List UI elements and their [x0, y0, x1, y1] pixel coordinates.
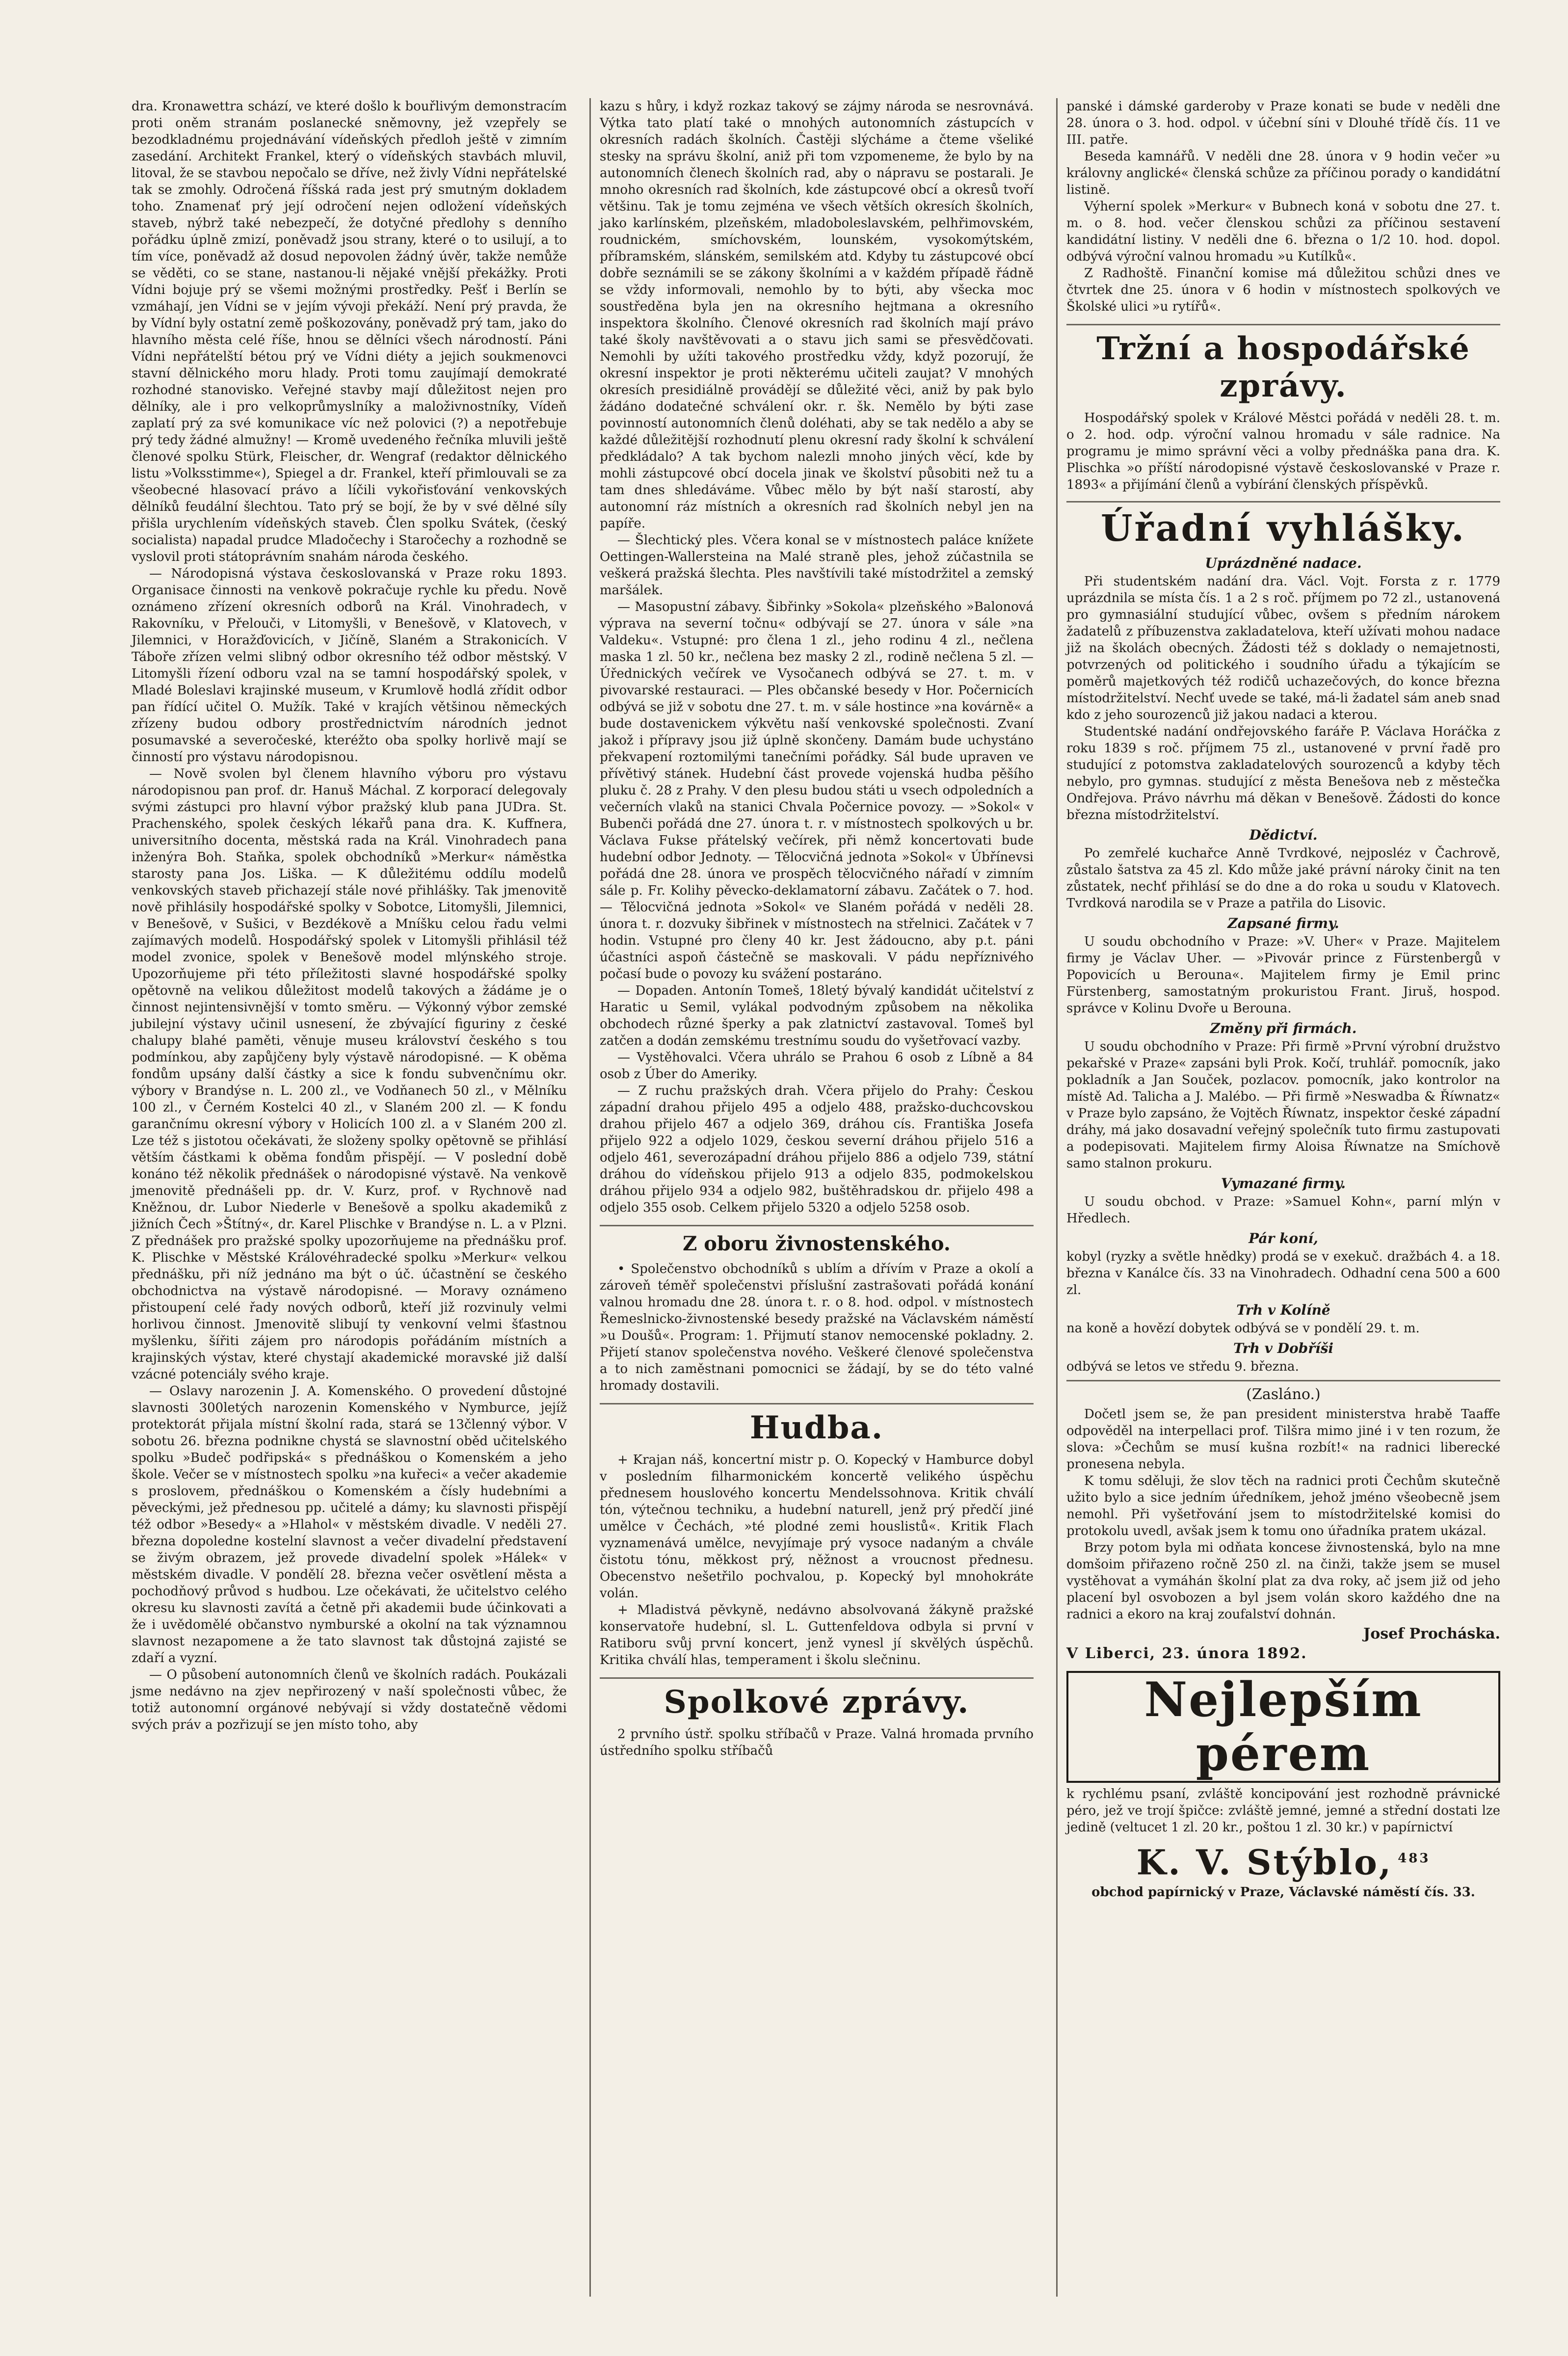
article-paragraph: — Vystěhovalci. Včera uhrálo se Prahou 6 osob z Líbně a 84 osob z Úber do Ameriky.	[600, 1050, 1034, 1082]
section-heading-zivnost: Z oboru živnostenského.	[600, 1225, 1034, 1257]
columns	[123, 98, 1509, 2297]
article-paragraph: kazu s hůry, i když rozkaz takový se zájmy národa se nesrovnává. Výtka tato platí také o mnohých autonomních zástupcích v okresních radách školních. Častěji slýcháme a čteme všeliké stesky na správu školní, aniž při tom vzpomeneme, že bylo by na autonomních členech školních rad, aby o nápravu se postarali. Je mnoho okresních rad školních, kde zástupcové obcí a okresů tvoří většinu. Tak je tomu zejména ve všech větších okresích školních, jako karlínském, plzeňském, mladoboleslavském, pelhřimovském, roudnickém, smíchovském, lounském, vysokomýtském, příbramském, slánském, semilském atd. Kdyby tu zástupcové obcí dobře seznámili se se zákony školními a v každém případě řádně se vždy informovali, nemohlo by to býti, aby všecka moc soustředěna byla jen na okresního hejtmana a okresního inspektora školního. Členové okresních rad školních mají právo také školy navštěvovati a o stavu jich sami se přesvědčovati. Nemohli by užíti takového prostředku vždy, když pozorují, že okresní inspektor je proti některému učiteli zaujat? V mnohých okresích presidiálně provádějí se důležité věci, aniž by pak bylo žádáno dodatečné schválení okr. r. šk. Nemělo by býti zase povinností autonomních členů doléhati, aby se tak nedělo a aby se každé důležitější rozhodnutí plenu okresní rady školní k schválení předkládalo? A tak bychom nalezli mnoho jiných věcí, kde by mohli zástupcové obcí docela jinak ve školství působiti než tu a tam dnes shledáváme. Vůbec mělo by být naší starostí, aby autonomní ráz místních a okresních rad školních nebyl jen na papíře.	[600, 99, 1034, 531]
dateline: V Liberci, 23. února 1892.	[1066, 1645, 1307, 1662]
advertisement-title: Nejlepším pérem	[1066, 1671, 1500, 1783]
article-paragraph: — Šlechtický ples. Včera konal se v místnostech paláce knížete Oettingen-Wallersteina na Malé straně ples, jehož zúčastnila se veškerá pražská šlechta. Ples navštívili také místodržitel a zemský maršálek.	[600, 533, 1034, 598]
subheading: Uprázdněné nadace.	[1205, 555, 1362, 571]
column-3	[1056, 98, 1509, 2297]
article-paragraph: — Oslavy narozenin J. A. Komenského. O provedení důstojné slavnosti 300letých narozenin Komenského v Nymburce, jejíž protektorát přijala místní školní rada, stará se 13členný výbor. V sobotu 26. března podnikne chystá se slavnostní oběd učitelského spolku »Budeč podřipská« s přednáškou o Komenském a jeho škole. Večer se v místnostech spolku »na kuřeci« a večer akademie s proslovem, přednáškou o Komenském a čísly hudebními a pěveckými, jež přednesou pp. učitelé a dámy; ku slavnosti přispějí též odbor »Besedy« a »Hlahol« v městském divadle. V neděli 27. března dopoledne kostelní slavnost a večer divadelní představení se živým obrazem, jež provede divadelní spolek »Hálek« v městském divadle. V pondělí 28. března večer osvětlení města a pochodňový průvod s hudbou. Lze očekávati, že učitelstvo celého okresu ku slavnosti zavítá a četně při akademii bude účinkovati a že i uvědomělé občanstvo nymburské a okolní na tak významnou slavnost nezapomene a že tato slavnost tak důstojná zajisté se zdaří a vyzní.	[132, 1384, 567, 1666]
ad-number: 483	[1398, 1851, 1431, 1866]
article-paragraph: U soudu obchodního v Praze: »V. Uher« v Praze. Majitelem firmy je Václav Uher. — »Pivovár prince z Fürstenbergů v Popovicích u Berouna«. Majitelem firmy je Emil princ Fürstenberg, samostatným prokuristou Frant. Jiruš, hospod. správce v Kolinu Dvoře u Berouna.	[1066, 934, 1500, 1016]
subheading: Trh v Dobříši	[1233, 1340, 1333, 1356]
article-paragraph: — O působení autonomních členů ve školních radách. Poukázali jsme nedávno na zjev nepřirozený v naší společnosti vůbec, že totiž autonomní orgánové nebývají si vždy dostatečně vědomi svých práv a pozřizují se jen místo toho, aby	[132, 1668, 567, 1732]
article-paragraph: Studentské nadání ondřejovského faráře P. Václava Horáčka z roku 1839 s roč. příjmem 75 zl., ustanovené v první řadě pro studující z potomstva zakladatelových sourozenců a kdyby těch nebylo, pro gymnas. studující z města Benešova neb z městečka Ondřejova. Právo návrhu má děkan v Benešově. Žádosti do konce března místodržitelství.	[1066, 724, 1500, 822]
advertiser-name: K. V. Stýblo,	[1136, 1842, 1393, 1883]
article-paragraph: odbývá se letos ve středu 9. března.	[1066, 1359, 1299, 1374]
advertisement-name	[1066, 1839, 1500, 1882]
article-paragraph: Výherní spolek »Merkur« v Bubnech koná v sobotu dne 27. t. m. o 8. hod. večer členskou schůzi za příčinou sestavení kandidátní listiny. V neděli dne 6. března o 1/2 10. hod. dopol. odbývá výroční valnou hromadu »u Kutílků«.	[1066, 199, 1500, 264]
subheading: Zapsané firmy.	[1227, 915, 1339, 931]
article-paragraph: Brzy potom byla mi odňata koncese živnostenská, bylo na mne domšoim přiřazeno ročně 250 zl. na činži, takže jsem se musel vystěhovat a vymáhán školní plat za dva roky, ač jsem již od jeho placení byl osvobozen a byl jsem volán skoro každého dne na radnici a ekoro na kraj zoufalství dohnán.	[1066, 1540, 1500, 1622]
section-heading-urad: Úřadní vyhlášky.	[1066, 501, 1500, 550]
article-paragraph: — Masopustní zábavy. Šibřinky »Sokola« plzeňského »Balonová výprava na severní točnu« odbývají se 27. února v sále »na Valdeku«. Vstupné: pro člena 1 zl., jeho rodinu 4 zl., nečlena maska 1 zl. 50 kr., nečlena bez masky 2 zl., rodině nečlena 5 zl. — Úřednických večírek ve Vysočanech odbývá se 27. t. m. v pivovarské restauraci. — Ples občanské besedy v Hor. Počernicích odbývá se již v sobotu dne 27. t. m. v sále hostince »na kovárně« a bude dostavenickem výkvětu naší venkovské společnosti. Zvaní jakož i přípravy jsou již úplně skončeny. Damám bude uchystáno překvapení roztomilými tanečními pořádky. Sál bude upraven ve přívětivý stánek. Hudební část provede vojenská hudba pěšího pluku č. 28 z Prahy. V den plesu budou státi u vsech odpoledních a večerních vlaků na stanici Chvala Počernice povozy. — »Sokol« v Bubenči pořádá dne 27. února t. r. v místnostech spolkových u br. Václava Fukse přátelský večírek, při němž koncertovati bude hudební odbor Jednoty. — Tělocvičná jednota »Sokol« v Úbřínevsi pořádá dne 28. února ve prospěch tělocvičného nářadí v zimním sále p. Fr. Kolihy pěvecko-deklamatorní zábavu. Začátek o 7. hod. — Tělocvičná jednota »Sokol« ve Slaném pořádá v neděli 28. února t. r. dozvuky šibřinek v místnostech na střelnici. Začátek v 7 hodin. Vstupné pro členy 40 kr. Jest žádoucno, aby p.t. páni účastníci aspoň částečně se maskovali. V pádu nepříznivého počasí bude o povozy ku svážení postaráno.	[600, 600, 1034, 981]
advertisement-address: obchod papírnický v Praze, Václavské náměstí čís. 33.	[1091, 1885, 1475, 1900]
section-heading-hudba: Hudba.	[600, 1403, 1034, 1447]
article-paragraph: K tomu sděluji, že slov těch na radnici proti Čechům skutečně užito bylo a sice jedním úředníkem, jehož jméno všeobecně jsem nemohl. Při vyšetřování jsem to místodržitelské komisi do protokolu uvedl, avšak jsem k tomu ono úřadníka pratem ukázal.	[1066, 1474, 1500, 1538]
article-paragraph: kobyl (ryzky a světle hnědky) prodá se v exekuč. dražbách 4. a 18. března v Kanálce čís. 33 na Vinohradech. Odhadní cena 500 a 600 zl.	[1066, 1249, 1500, 1297]
article-paragraph: Při studentském nadání dra. Václ. Vojt. Forsta z r. 1779 uprázdnila se místa čís. 1 a 2 s roč. příjmem po 72 zl., ustanovená pro gymnasiální studující vůbec, ovšem s předním nárokem žadatelů z příbuzenstva zakladatelova, kteří užívati mohou nadace již na školách obecných. Žádosti též s doklady o nemajetnosti, potvrzených od politického i soudního úřadu a týkajícím se poměrů majetkových též rodičů uchazečových, do konce března místodržitelství. Nechť uvede se také, má-li žadatel sám aneb snad kdo z jeho sourozenců již jakou nadaci a kterou.	[1066, 574, 1500, 722]
subheading: Změny při firmách.	[1210, 1020, 1357, 1036]
article-paragraph: + Mladistvá pěvkyně, nedávno absolvovaná žákyně pražské konservatoře hudební, sl. L. Guttenfeldova odbyla si první v Ratiboru svůj první koncert, jenž vynesl jí skvělých úspěchů. Kritika chválí hlas, temperament i školu slečninu.	[600, 1603, 1034, 1668]
article-paragraph: dra. Kronawettra schází, ve které došlo k bouřlivým demonstracím proti oněm stranám poslanecké sněmovny, jež vzepřely se bezodkladnému projednávání vídeňských předloh ještě v zimním zasedání. Architekt Frankel, který o vídeňských stavbách mluvil, litoval, že se stavbou nepočalo se dříve, než živly Vídni nepřátelské tak se zmohly. Odročená říšská rada jest prý smutným dokladem toho. Znamenať prý její odročení nejen odložení vídeňských staveb, nýbrž také nebezpečí, že dotyčné předlohy s denního pořádku úplně zmizí, poněvadž jsou strany, které o to usilují, a to tím více, poněvadž až dosud nepovolen žádný úvěr, takže nemůže se věděti, co se stane, nastanou-li nějaké vnější překážky. Proti Vídni bojuje prý se všemi možnými prostředky. Pešť i Berlín se vzmáhají, jen Vídni se v jejím vývoji překáží. Není prý pravda, že by Vídní byly ostatní země poškozovány, poněvadž prý tam, jako do hlavního města celé říše, hnou se dělníci všech národností. Páni Vídni nepřátelští bétou prý ve Vídni diéty a jejich soukmenovci stavní dělnického moru hlady. Proti tomu zaujímají demokraté rozhodné stanovisko. Veřejné stavby mají důležitost nejen pro dělníky, ale i pro velkoprůmyslníky a maloživnostníky, Vídeň zaplatí prý za své komunikace víc než polovici (?) a nepotřebuje prý tedy žádné almužny! — Kromě uvedeného řečníka mluvili ještě členové spolku Stürk, Fleischer, dr. Wengraf (redaktor dělnického listu »Volksstimme«), Spiegel a dr. Frankel, kteří přimlouvali se za všeobecné hlasovací právo a líčili vykořisťování venkovských dělníků feudální šlechtou. Tato prý se bojí, že by v své dělné síly přišla urychlením vídeňských staveb. Člen spolku Svátek, (český socialista) napadal prudce Mladočechy i Staročechy a rozhodně se vyslovil proti státoprávním snahám národa českého.	[132, 99, 567, 564]
subheading: Trh v Kolíně	[1236, 1302, 1330, 1318]
article-paragraph: Beseda kamnářů. V neděli dne 28. února v 9 hodin večer »u královny anglické« členská schůze za příčinou porady o kandidátní listině.	[1066, 149, 1500, 197]
article-paragraph: — Nově svolen byl členem hlavního výboru pro výstavu národopisnou pan prof. dr. Hanuš Máchal. Z korporací delegovaly svými zástupci pro hlavní výbor pražský klub pana JUDra. St. Prachenského, spolek českých lékařů pana dra. K. Kuffnera, universitního docenta, městská rada na Král. Vinohradech pana inženýra Boh. Staňka, spolek obchodníků »Merkur« náměstka starosty pana Jos. Liška. — K důležitému oddílu modelů venkovských staveb přichazejí stále nové přihlášky. Tak jmenovitě nově přihlásily hospodářské spolky v Sobotce, Litomyšli, Jilemnici, v Benešově, v Sušici, v Bezdékově a Mníšku celou řadu velmi zajímavých modelů. Hospodářský spolek v Litomyšli přihlásil též model zvonice, spolek v Benešově model mlýnského stroje. Upozorňujeme při této příležitosti slavné hospodářské spolky opětovně na velikou důležitost modelů takových a žádáme je o činnost nejintensivnější v tomto směru. — Výkonný výbor zemské jubilejní výstavy učinil usnesení, že zbývající figuriny z české chalupy blahé paměti, věnuje museu království českého s tou podmínkou, aby zapůjčeny byly výstavě národopisné. — K oběma fondům upsány další částky a sice k fondu subvenčnímu okr. výbory v Brandýse n. L. 200 zl., ve Vodňanech 50 zl., v Mělníku 100 zl., v Černém Kostelci 40 zl., v Slaném 200 zl. — K fondu garančnímu okresní výbory v Holicích 100 zl. a v Slaném 200 zl. Lze též s jistotou očekávati, že složeny spolky opětovně se přihlásí větším částkami k oběma fondům přispějí. — V poslední době konáno též několik přednášek o národopisné výstavě. Na venkově jmenovitě přednášeli pp. dr. V. Kurz, prof. v Rychnově nad Kněžnou, dr. Lubor Niederle v Benešově a spolku akademiků z jižních Čech »Štítný«, dr. Karel Plischke v Brandýse n. L. a v Plzni. Z přednášek pro pražské spolky upozorňujeme na přednášku prof. K. Plischke v Městské Královéhradecké spolku »Merkur« velkou přednášku, při níž jednáno ma být o úč. účastnění se českého obchodnictva na výstavě národopisné. — Moravy oznámeno přistoupení celé řady nových odborů, kteří již rozvinuly velmi horlivou činnost. Jmenovitě slibují ty venkovní velmi šťastnou myšlenku, šířiti zájem pro národopis pořádáním místních a krajinských výstav, které chystají akademické moravské již další vzácné potenciály svého kraje.	[132, 767, 567, 1382]
article-paragraph: panské i dámské garderoby v Praze konati se bude v neděli dne 28. února o 3. hod. odpol. v účební síni v Dlouhé třídě čís. 11 ve III. patře.	[1066, 99, 1500, 147]
signature: Josef Procháska.	[1363, 1625, 1500, 1642]
subheading: Pár koní,	[1249, 1230, 1318, 1246]
article-paragraph: U soudu obchod. v Praze: »Samuel Kohn«, parní mlýn v Hředlech.	[1066, 1194, 1500, 1226]
article-paragraph: — Z ruchu pražských drah. Včera přijelo do Prahy: Českou západní drahou přijelo 495 a odjelo 488, pražsko-duchcovskou drahou přijelo 467 a odjelo 369, dráhou cís. Františka Josefa přijelo 922 a odjelo 1029, českou severní dráhou přijelo 516 a odjelo 461, severozápadní dráhou přijelo 886 a odjelo 739, státní dráhou do vídeňskou přijelo 913 a odjelo 835, podmokelskou dráhou přijelo 934 a odjelo 982, buštěhradskou dr. přijelo 498 a odjelo 355 osob. Celkem přijelo 5320 a odjelo 5258 osob.	[600, 1084, 1034, 1215]
divider	[1066, 1380, 1500, 1381]
article-paragraph: 2 prvního ústř. spolku stříbačů v Praze. Valná hromada prvního ústředního spolku stříbačů	[600, 1727, 1034, 1758]
section-heading-trzni: Tržní a hospodářské zprávy.	[1066, 324, 1500, 405]
article-paragraph: + Krajan náš, koncertní mistr p. O. Kopecký v Hamburce dobyl v posledním filharmonickém koncertě velikého úspěchu přednesem houslového koncertu Mendelssohnova. Kritik chválí tón, výtečnou techniku, a hudební naturell, jenž prý předčí jiné umělce v Čechách, »té plodné zemi houslistů«. Kritik Flach vyznamenává umělce, nevyjímaje prý vysoce nadaným a chvále čistotu tónu, měkkost prý, něžnost a vroucnost přednesu. Obecenstvo nešetřilo pochvalou, p. Kopecký byl mnohokráte volán.	[600, 1453, 1034, 1601]
advertisement-text: k rychlému psaní, zvláště koncipování jest rozhodně právnické péro, jež ve trojí špičce: zvláště jemné, jemné a střední dostati lze jedině (veltucet 1 zl. 20 kr., poštou 1 zl. 30 kr.) v papírnictví	[1066, 1787, 1500, 1835]
column-2	[589, 98, 1042, 2297]
article-paragraph: — Dopaden. Antonín Tomeš, 18letý bývalý kandidát učitelství z Haratic u Semil, vylákal podvodným způsobem na několika obchodech různé šperky a pak zlatnictví zastavoval. Tomeš byl zatčen a dodán zemskému trestnímu soudu do vyšetřovací vazby.	[600, 983, 1034, 1048]
article-paragraph: Z Radhoště. Finanční komise má důležitou schůzi dnes ve čtvrtek dne 25. února v 6 hodin v místnostech spolkových ve Školské ulici »u rytířů«.	[1066, 266, 1500, 314]
subheading: Vymazané firmy.	[1221, 1175, 1346, 1191]
column-1	[123, 98, 576, 2297]
article-paragraph: Hospodářský spolek v Králové Městci pořádá v neděli 28. t. m. o 2. hod. odp. výroční valnou hromadu v sále radnice. Na programu je mimo správní věci a volby přednáška pana dra. K. Plischka »o příští národopisné výstavě českoslovanské v Praze r. 1893« a přijímání členů a vybírání členských příspěvků.	[1066, 411, 1500, 492]
article-paragraph: Po zemřelé kuchařce Anně Tvrdkové, nejposléz v Čachrově, zůstalo šatstva za 45 zl. Kdo může jaké právní nároky činit na ten zůstatek, nechť přihlásí se do dne a do roka u soudu v Klatovech. Tvrdková narodila se v Praze a patřila do Lisovic.	[1066, 846, 1500, 911]
article-paragraph: U soudu obchodního v Praze: Při firmě »První výrobní družstvo pekařské v Praze« zapsáni byli Prok. Kočí, truhlář. pomocník, jako pokladník a Jan Souček, pozlacov. pomocník, jako kontrolor na místě Ad. Talicha a J. Malébo. — Při firmě »Neswadba & Říwnatz« v Praze bylo zapsáno, že Vojtěch Říwnatz, inspektor české západní dráhy, má jako dosavadní veřejný společník tuto firmu zastupovati a podepisovati. Majitelem firmy Aloisa Říwnatze na Smíchově samo stalnon prokuru.	[1066, 1039, 1500, 1171]
article-paragraph: na koně a hovězí dobytek odbývá se v pondělí 29. t. m.	[1066, 1321, 1420, 1336]
article-paragraph: • Společenstvo obchodníků s ublím a dřívím v Praze a okolí a zároveň téměř společenstvi příslušní zastrašovati pořádá konání valnou hromadu dne 28. února t. r. o 8. hod. odpol. v místnostech Řemeslnicko-živnostenské besedy pražské na Václavském náměstí »u Doušů«. Program: 1. Přijmutí stanov nemocenské pokladny. 2. Přijetí stanov společenstva nového. Veškeré členové společenstva a to nich zaměstnani pomocnici se žádají, by se do této valné hromady dostavili.	[600, 1262, 1034, 1393]
zaslano-heading: (Zasláno.)	[1246, 1386, 1321, 1403]
section-heading-spolkove: Spolkové zprávy.	[600, 1677, 1034, 1721]
subheading: Dědictví.	[1249, 827, 1318, 843]
article-paragraph: Dočetl jsem se, že pan president ministerstva hrabě Taaffe odpověděl na interpellaci prof. Tilšra mimo jiné i v ten rozum, že slova: »Čechům se musí kušna rozbít!« na radnici liberecké pronesena nebyla.	[1066, 1407, 1500, 1472]
article-paragraph: — Národopisná výstava českoslovanská v Praze roku 1893. Organisace činnosti na venkově pokračuje rychle ku předu. Nově oznámeno zřízení okresních odborů na Král. Vinohradech, v Rakovníku, v Přelouči, v Litomyšli, v Benešově, v Klatovech, v Jilemnici, v Horažďovicích, v Jičíně, Slaném a Strakonicích. V Táboře zřízen velmi slibný odbor okresního též odbor městský. V Litomyšli řízení odboru vzal na se tamní hospodářský spolek, v Mladé Boleslavi krajinské museum, v Krumlově hodlá zřídit odbor pan řídící učitel O. Mužík. Také v krajích většinou německých zřízeny budou odbory prostřednictvím národních jednot posumavské a severočeské, kteréžto oba spolky horlivě mají se činností pro výstavu národopisnou.	[132, 566, 567, 765]
